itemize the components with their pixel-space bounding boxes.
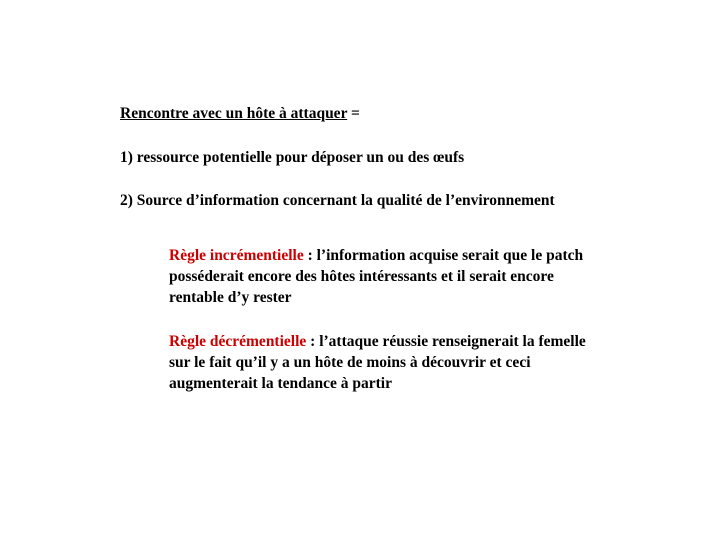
rule-incremental-term: Règle incrémentielle: [169, 247, 304, 264]
heading-text: Rencontre avec un hôte à attaquer: [120, 105, 348, 122]
rule-decremental-line-3: augmenterait la tendance à partir: [169, 375, 392, 392]
rule-incremental-line-3: rentable d’y rester: [169, 289, 292, 306]
rule-decremental-line-2: sur le fait qu’il y a un hôte de moins à découvrir et ceci: [169, 354, 531, 371]
point-2: [120, 191, 555, 211]
rule-decremental-term: Règle décrémentielle: [169, 333, 307, 350]
point-1-text: ressource potentielle pour déposer un ou des œufs: [132, 149, 465, 166]
rule-decremental: [169, 331, 689, 394]
rule-incremental-line-1: [169, 245, 689, 266]
rule-decremental-separator: :: [306, 333, 320, 350]
point-2-text: Source d’information concernant la qualité de l’environnement: [132, 192, 555, 209]
point-2-number: 2): [120, 192, 133, 209]
rule-decremental-text-1: l’attaque réussie renseignerait la femelle: [319, 333, 586, 350]
heading-suffix: =: [347, 105, 360, 122]
point-1: [120, 148, 464, 168]
rule-incremental-separator: :: [303, 247, 317, 264]
rule-incremental-line-2: posséderait encore des hôtes intéressants et il serait encore: [169, 268, 554, 285]
rule-incremental: [169, 245, 689, 308]
rule-incremental-text-1: l’information acquise serait que le patch: [316, 247, 584, 264]
point-1-number: 1): [120, 149, 133, 166]
heading: [120, 104, 360, 124]
rule-decremental-line-1: [169, 331, 689, 352]
